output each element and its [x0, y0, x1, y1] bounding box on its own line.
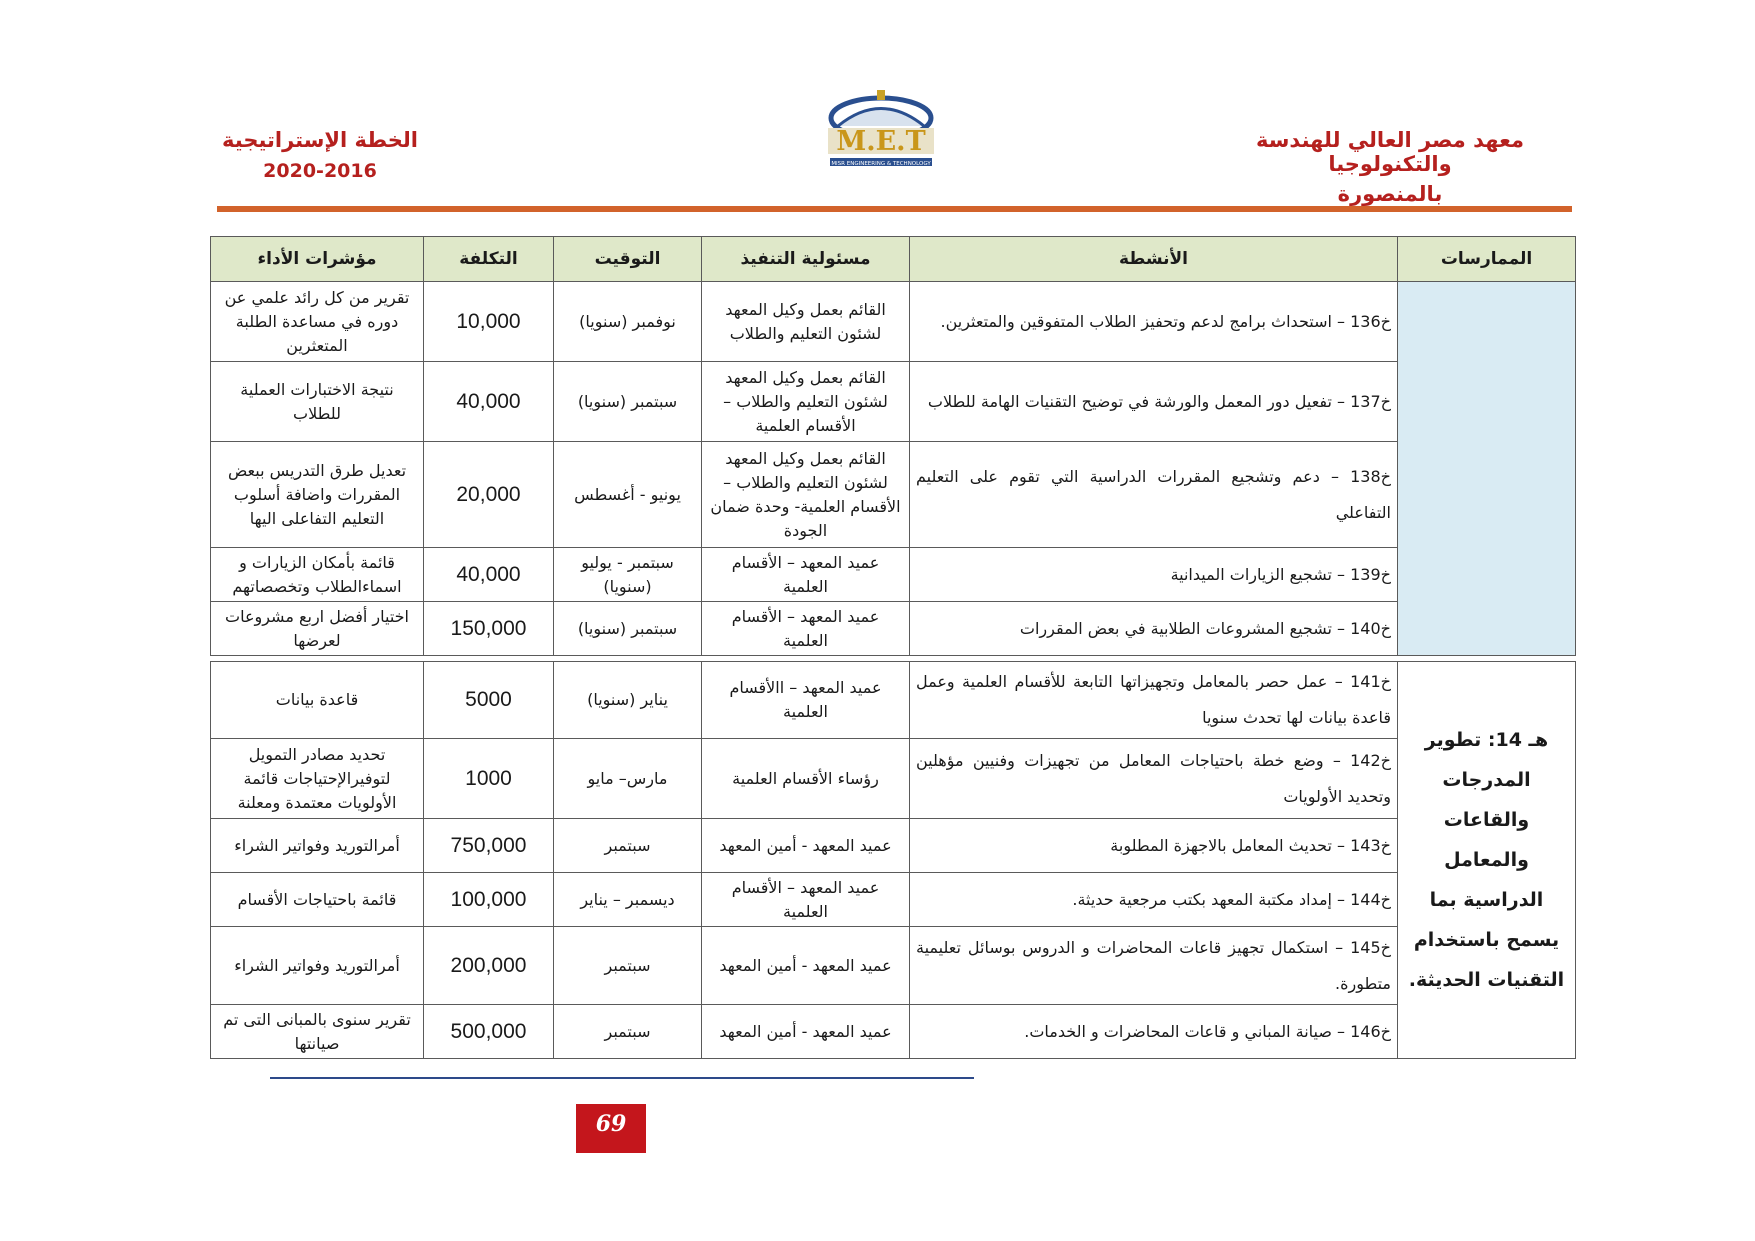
responsibility-cell: عميد المعهد – الأقسام العلمية: [702, 548, 910, 602]
col-timing: التوقيت: [554, 237, 702, 282]
cost-cell: 10,000: [424, 282, 554, 362]
cost-cell: 1000: [424, 739, 554, 819]
responsibility-cell: القائم بعمل وكيل المعهد لشئون التعليم والطلاب: [702, 282, 910, 362]
svg-text:M.E.T: M.E.T: [836, 126, 926, 157]
indicator-cell: أمرالتوريد وفواتير الشراء: [211, 819, 424, 873]
table-row: [211, 548, 1576, 602]
plan-years: 2020-2016: [263, 160, 377, 182]
indicator-cell: تقرير سنوى بالمبانى التى تم صيانتها: [211, 1005, 424, 1059]
responsibility-cell: رؤساء الأقسام العلمية: [702, 739, 910, 819]
table-header-row: [211, 237, 1576, 282]
activity-cell: خ146 – صيانة المباني و قاعات المحاضرات و الخدمات.: [910, 1005, 1398, 1059]
timing-cell: مارس– مايو: [554, 739, 702, 819]
responsibility-cell: عميد المعهد - أمين المعهد: [702, 819, 910, 873]
practice-cell: [1398, 282, 1576, 656]
responsibility-cell: عميد المعهد - أمين المعهد: [702, 927, 910, 1005]
indicator-cell: تحديد مصادر التمويل لتوفيرالإحتياجات قائمة الأولويات معتمدة ومعلنة: [211, 739, 424, 819]
activity-cell: خ141 – عمل حصر بالمعامل وتجهيزاتها التابعة للأقسام العلمية وعمل قاعدة بيانات لها تحدث سنويا: [910, 662, 1398, 739]
timing-cell: نوفمبر (سنويا): [554, 282, 702, 362]
timing-cell: يونيو - أغسطس: [554, 442, 702, 548]
timing-cell: سبتمبر: [554, 1005, 702, 1059]
cost-cell: 200,000: [424, 927, 554, 1005]
responsibility-cell: عميد المعهد - أمين المعهد: [702, 1005, 910, 1059]
cost-cell: 40,000: [424, 362, 554, 442]
activities-table-1: [210, 236, 1576, 656]
institute-name: معهد مصر العالي للهندسة والتكنولوجيا: [1256, 128, 1524, 176]
col-practices: الممارسات: [1398, 237, 1576, 282]
responsibility-cell: القائم بعمل وكيل المعهد لشئون التعليم والطلاب – الأقسام العلمية: [702, 362, 910, 442]
table-row: [211, 739, 1576, 819]
table-row: [211, 662, 1576, 739]
cost-cell: 20,000: [424, 442, 554, 548]
activity-cell: خ138 – دعم وتشجيع المقررات الدراسية التي تقوم على التعليم التفاعلي: [910, 442, 1398, 548]
responsibility-cell: عميد المعهد – الأقسام العلمية: [702, 602, 910, 656]
responsibility-cell: عميد المعهد – االأقسام العلمية: [702, 662, 910, 739]
timing-cell: سبتمبر: [554, 819, 702, 873]
practice-goal-cell: هـ 14: تطوير المدرجات والقاعات والمعامل الدراسية بما يسمح باستخدام التقنيات الحديثة.: [1398, 662, 1576, 1059]
activity-cell: خ145 – استكمال تجهيز قاعات المحاضرات و الدروس بوسائل تعليمية متطورة.: [910, 927, 1398, 1005]
footer-divider: [270, 1077, 974, 1079]
plan-title: الخطة الإستراتيجية: [222, 128, 418, 152]
cost-cell: 40,000: [424, 548, 554, 602]
table-row: [211, 927, 1576, 1005]
table-row: [211, 873, 1576, 927]
cost-cell: 500,000: [424, 1005, 554, 1059]
timing-cell: ديسمبر – يناير: [554, 873, 702, 927]
activity-cell: خ143 – تحديث المعامل بالاجهزة المطلوبة: [910, 819, 1398, 873]
indicator-cell: تقرير من كل رائد علمي عن دوره في مساعدة الطلبة المتعثرين: [211, 282, 424, 362]
activity-cell: خ144 – إمداد مكتبة المعهد بكتب مرجعية حديثة.: [910, 873, 1398, 927]
timing-cell: يناير (سنويا): [554, 662, 702, 739]
indicator-cell: أمرالتوريد وفواتير الشراء: [211, 927, 424, 1005]
table-row: [211, 442, 1576, 548]
table-row: [211, 602, 1576, 656]
col-activities: الأنشطة: [910, 237, 1398, 282]
institute-city: بالمنصورة: [1337, 182, 1443, 206]
header-divider: [217, 206, 1572, 212]
activity-cell: خ137 – تفعيل دور المعمل والورشة في توضيح التقنيات الهامة للطلاب: [910, 362, 1398, 442]
table-row: [211, 282, 1576, 362]
activities-table-2: [210, 661, 1576, 1059]
indicator-cell: قاعدة بيانات: [211, 662, 424, 739]
col-responsibility: مسئولية التنفيذ: [702, 237, 910, 282]
cost-cell: 150,000: [424, 602, 554, 656]
activity-cell: خ139 – تشجيع الزيارات الميدانية: [910, 548, 1398, 602]
table-row: [211, 362, 1576, 442]
cost-cell: 750,000: [424, 819, 554, 873]
svg-text:MISR ENGINEERING & TECHNOLOGY: MISR ENGINEERING & TECHNOLOGY: [831, 161, 931, 167]
col-indicators: مؤشرات الأداء: [211, 237, 424, 282]
table-row: [211, 1005, 1576, 1059]
indicator-cell: نتيجة الاختبارات العملية للطلاب: [211, 362, 424, 442]
page-number: 69: [576, 1104, 646, 1153]
responsibility-cell: القائم بعمل وكيل المعهد لشئون التعليم والطلاب – الأقسام العلمية- وحدة ضمان الجودة: [702, 442, 910, 548]
responsibility-cell: عميد المعهد – الأقسام العلمية: [702, 873, 910, 927]
timing-cell: سبتمبر (سنويا): [554, 602, 702, 656]
indicator-cell: تعديل طرق التدريس ببعض المقررات واضافة أسلوب التعليم التفاعلى اليها: [211, 442, 424, 548]
institute-logo: [818, 86, 944, 178]
timing-cell: سبتمبر - يوليو (سنويا): [554, 548, 702, 602]
cost-cell: 100,000: [424, 873, 554, 927]
activity-cell: خ142 – وضع خطة باحتياجات المعامل من تجهيزات وفنيين مؤهلين وتحديد الأولويات: [910, 739, 1398, 819]
indicator-cell: قائمة بأمكان الزيارات و اسماءالطلاب وتخصصاتهم: [211, 548, 424, 602]
timing-cell: سبتمبر (سنويا): [554, 362, 702, 442]
indicator-cell: اختيار أفضل اربع مشروعات لعرضها: [211, 602, 424, 656]
activity-cell: خ140 – تشجيع المشروعات الطلابية في بعض المقررات: [910, 602, 1398, 656]
institute-name-block: [1225, 128, 1555, 206]
plan-title-block: [210, 128, 430, 182]
col-cost: التكلفة: [424, 237, 554, 282]
table-row: [211, 819, 1576, 873]
timing-cell: سبتمبر: [554, 927, 702, 1005]
activity-cell: خ136 – استحداث برامج لدعم وتحفيز الطلاب المتفوقين والمتعثرين.: [910, 282, 1398, 362]
cost-cell: 5000: [424, 662, 554, 739]
indicator-cell: قائمة باحتياجات الأقسام: [211, 873, 424, 927]
